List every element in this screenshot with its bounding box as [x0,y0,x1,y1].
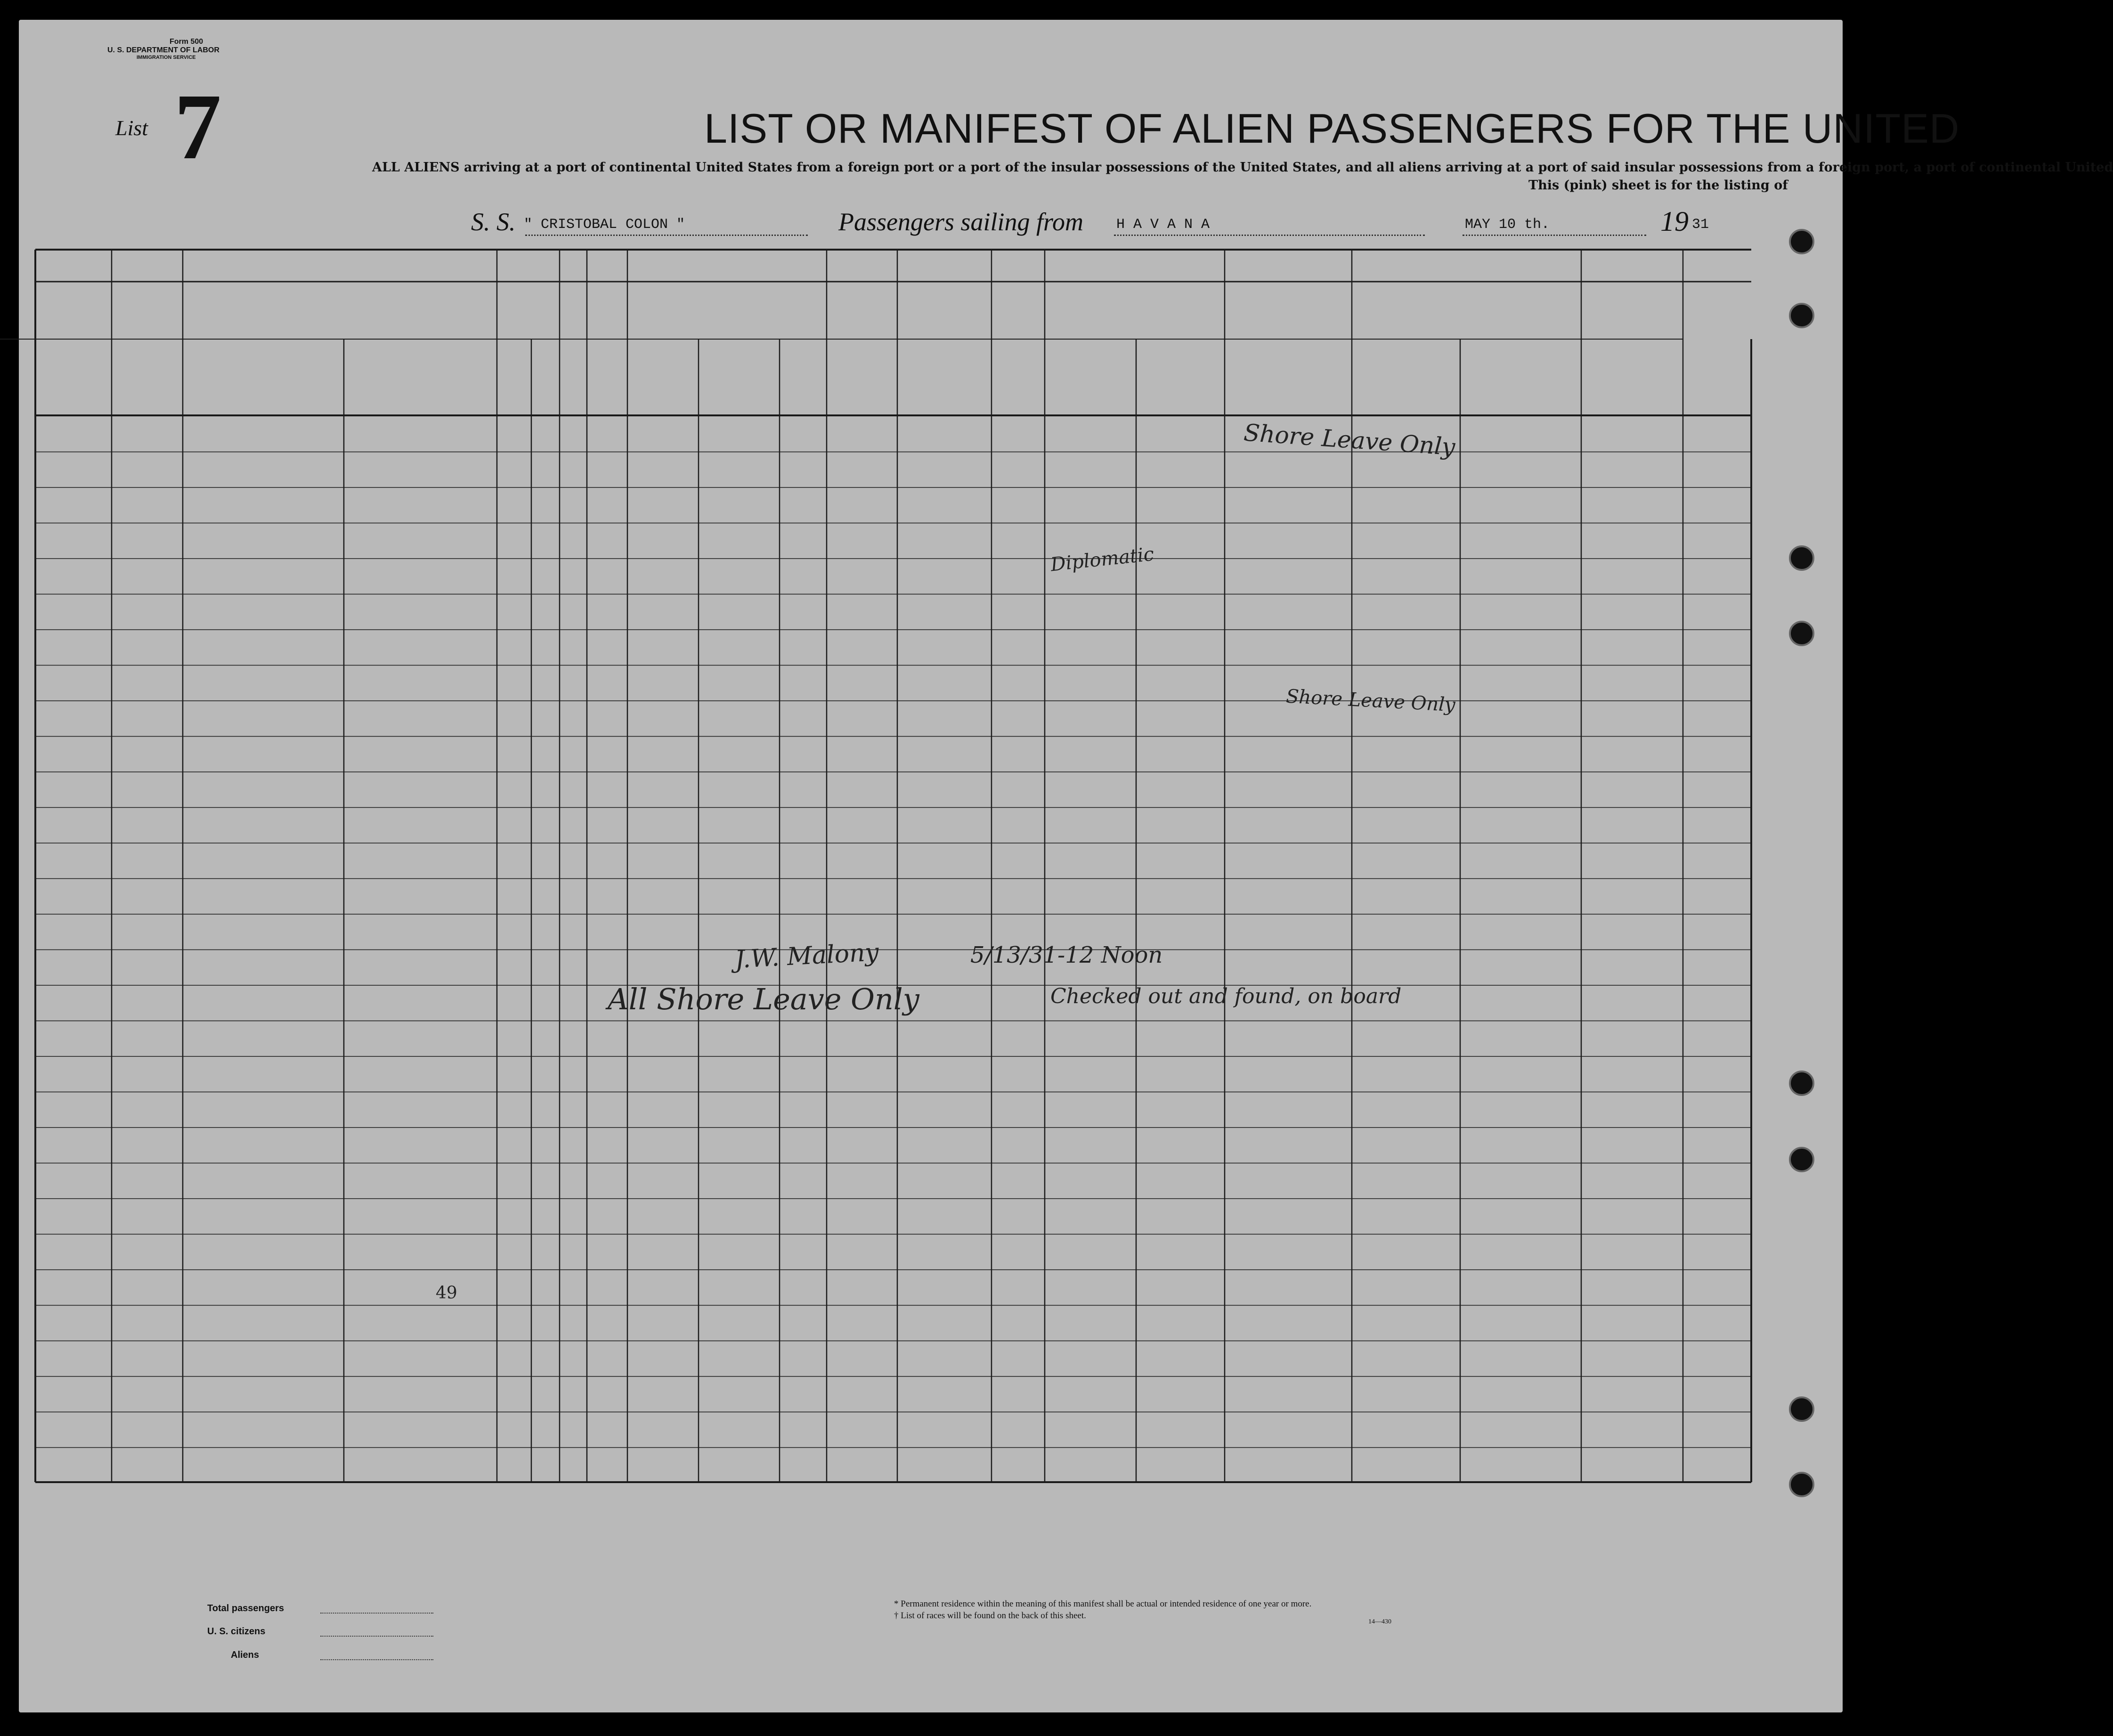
list-label: List [115,116,148,140]
service-label: IMMIGRATION SERVICE [137,55,196,60]
sailing-date: MAY 10 th. [1465,217,1550,233]
total-passengers-label: Total passengers [207,1603,284,1614]
handwritten-diplomatic: Diplomatic [1049,543,1155,576]
port-name: H A V A N A [1116,217,1210,233]
total-passengers-rule [320,1613,433,1614]
us-citizens-label: U. S. citizens [207,1626,266,1637]
stamp-49: 49 [436,1283,457,1303]
handwritten-shore-leave-2: Shore Leave Only [1285,685,1456,716]
handwritten-checked: Checked out and found, on board [1050,984,1402,1008]
footer-code: 14—430 [1368,1618,1391,1625]
punch-hole [1789,1396,1814,1422]
year-prefix: 19 [1660,206,1689,237]
aliens-rule [320,1659,433,1660]
handwritten-all-shore-leave: All Shore Leave Only [608,982,919,1016]
form-number: Form 500 [170,38,203,46]
subtitle-line-2: This (pink) sheet is for the listing of [1528,178,1788,193]
handwritten-signature-date: 5/13/31-12 Noon [970,942,1163,968]
footnote-races: † List of races will be found on the back of this sheet. [894,1611,1086,1621]
year-suffix: 31 [1692,217,1709,233]
us-citizens-rule [320,1636,433,1637]
handwritten-shore-leave: Shore Leave Only [1243,419,1456,461]
footnote-residence: * Permanent residence within the meaning of this manifest shall be actual or intended residence of one year or more. [894,1599,1312,1609]
punch-hole [1789,1071,1814,1096]
ship-name: " CRISTOBAL COLON " [524,217,685,233]
ss-label: S. S. [471,208,516,236]
aliens-label: Aliens [231,1650,260,1660]
punch-hole [1789,1147,1814,1172]
list-number: 7 [174,75,221,179]
punch-hole [1789,621,1814,646]
subtitle-line-1: ALL ALIENS arriving at a port of continental United States from a foreign port or a port of the insular possessions of the United States, and all aliens arriving at a port of said insular possessions from a foreign port, a port of continental United [372,160,2113,175]
punch-hole [1789,545,1814,571]
department-label: U. S. DEPARTMENT OF LABOR [107,46,219,54]
punch-hole [1789,229,1814,254]
page-title: LIST OR MANIFEST OF ALIEN PASSENGERS FOR THE UNITED [704,105,1960,152]
handwritten-signature: J.W. Malony [734,938,880,974]
sailing-label: Passengers sailing from [838,208,1084,236]
punch-hole [1789,1472,1814,1497]
punch-hole [1789,303,1814,328]
